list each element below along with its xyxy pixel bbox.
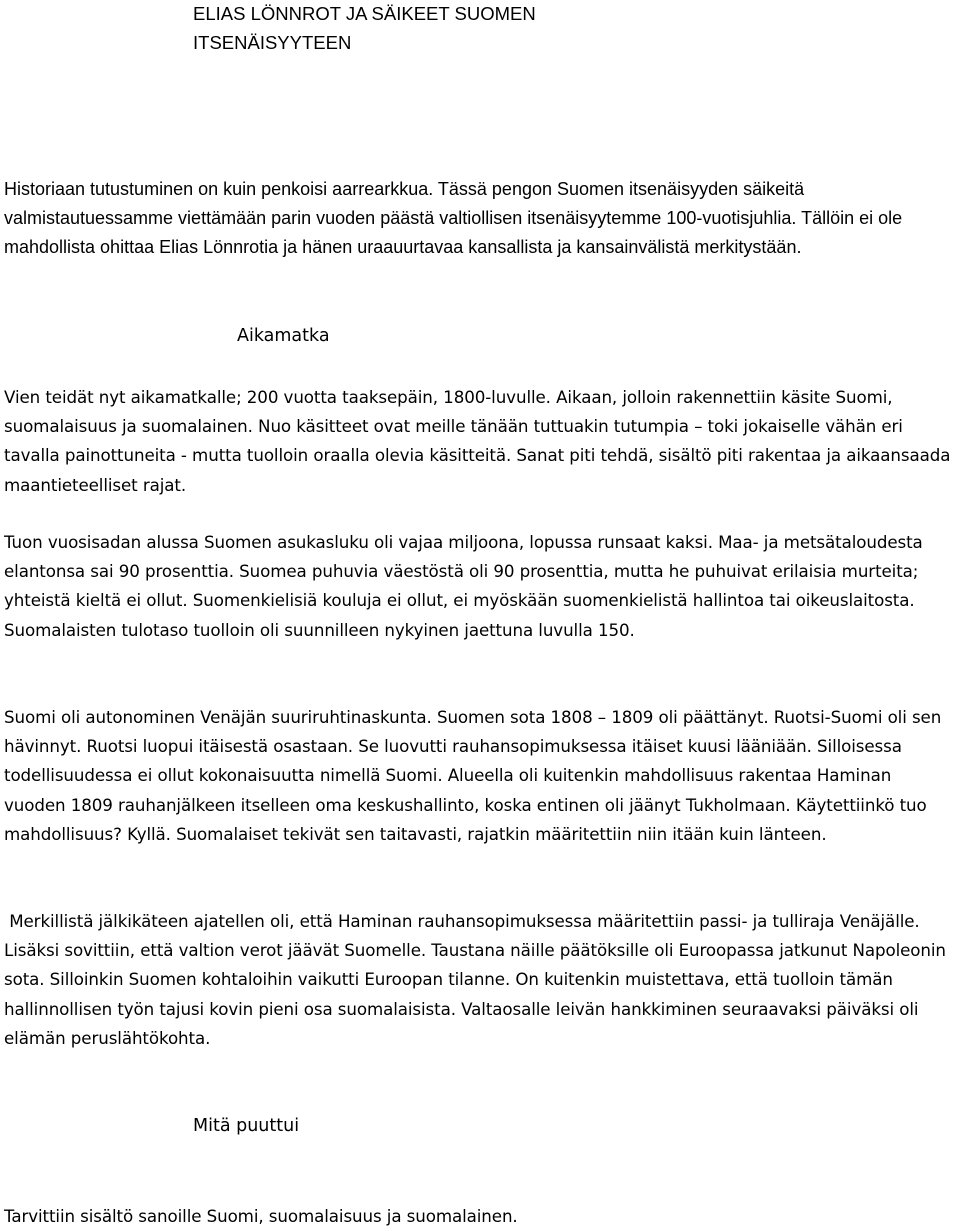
section-heading-aikamatka: Aikamatka: [237, 326, 330, 346]
paragraph-tarvittiin: Tarvittiin sisältö sanoille Suomi, suomalaisuus ja suomalainen.: [4, 1206, 518, 1226]
paragraph-hamina: Merkillistä jälkikäteen ajatellen oli, että Haminan rauhansopimuksessa määritettiin passi- ja tulliraja Venäjälle. Lisäksi sovittiin, että valtion verot jäävät Suomelle. Taustana näille päätöksille oli Euroopassa jatkunut Napoleonin sota. Silloinkin Suomen kohtaloihin vaikutti Euroopan tilanne. On kuitenkin muistettava, että tuolloin tämän hallinnollisen työn tajusi kovin pieni osa suomalaisista. Valtaosalle leivän hankkiminen seuraavaksi päiväksi oli elämän peruslähtökohta.: [4, 911, 952, 1048]
paragraph-population: Tuon vuosisadan alussa Suomen asukasluku oli vajaa miljoona, lopussa runsaat kaksi. Maa- ja metsätaloudesta elantonsa sai 90 prosenttia. Suomea puhuvia väestöstä oli 90 prosenttia, mutta he puhuivat erilaisia murteita; yhteistä kieltä ei ollut. Suomenkielisiä kouluja ei ollut, ei myöskään suomenkielistä hallintoa tai oikeuslaitosta. Suomalaisten tulotaso tuolloin oli suunnilleen nykyinen jaettuna luvulla 150.: [4, 532, 923, 640]
intro-paragraph: Historiaan tutustuminen on kuin penkoisi aarrearkkua. Tässä pengon Suomen itsenäisyyden säikeitä valmistautuessamme viettämään parin vuoden päästä valtiollisen itsenäisyytemme 100-vuotisjuhlia. Tällöin ei ole mahdollista ohittaa Elias Lönnrotia ja hänen uraauurtavaa kansallista ja kansainvälistä merkitystään.: [4, 179, 903, 257]
document-title-line-2: ITSENÄISYYTEEN: [193, 32, 352, 53]
document-title-line-1: ELIAS LÖNNROT JA SÄIKEET SUOMEN: [193, 3, 536, 24]
section-heading-mita-puuttui: Mitä puuttui: [193, 1116, 300, 1136]
paragraph-aikamatka: Vien teidät nyt aikamatkalle; 200 vuotta taaksepäin, 1800-luvulle. Aikaan, jolloin rakennettiin käsite Suomi, suomalaisuus ja suomalainen. Nuo käsitteet ovat meille tänään tuttuakin tutumpia – toki jokaiselle vähän eri tavalla painottuneita - mutta tuolloin oraalla olevia käsitteitä. Sanat piti tehdä, sisältö piti rakentaa ja aikaansaada maantieteelliset rajat.: [4, 387, 951, 495]
paragraph-autonomy: Suomi oli autonominen Venäjän suuriruhtinaskunta. Suomen sota 1808 – 1809 oli päättänyt. Ruotsi-Suomi oli sen hävinnyt. Ruotsi luopui itäisestä osastaan. Se luovutti rauhansopimuksessa itäiset kuusi lääniään. Silloisessa todellisuudessa ei ollut kokonaisuutta nimellä Suomi. Alueella oli kuitenkin mahdollisuus rakentaa Haminan vuoden 1809 rauhanjälkeen itselleen oma keskushallinto, koska entinen oli jäänyt Tukholmaan. Käytettiinkö tuo mahdollisuus? Kyllä. Suomalaiset tekivät sen taitavasti, rajatkin määritettiin niin itään kuin länteen.: [4, 707, 942, 844]
